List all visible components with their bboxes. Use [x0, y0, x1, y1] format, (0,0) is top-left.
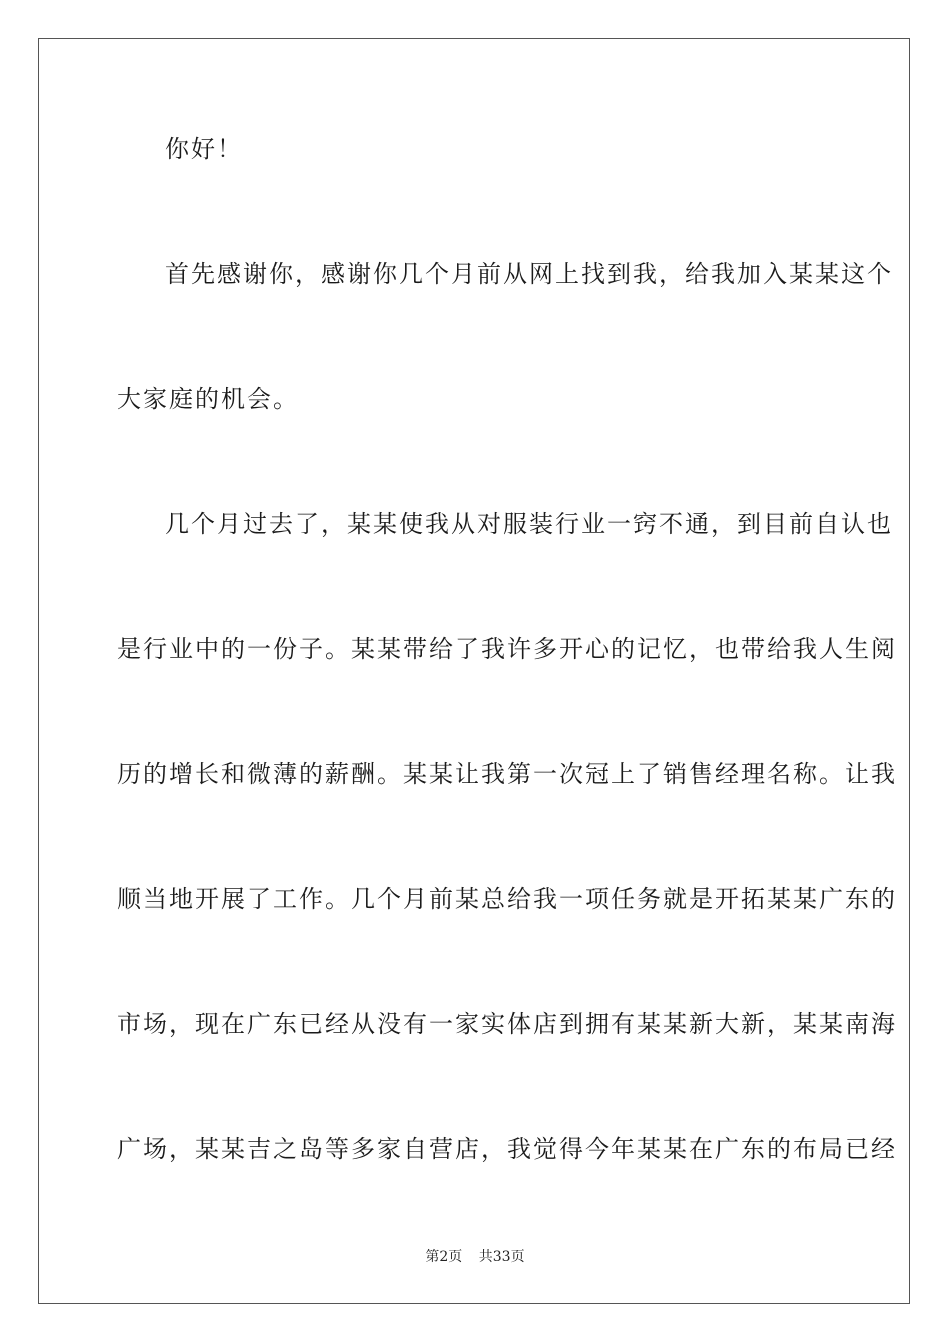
page-border: [38, 38, 910, 1304]
paragraph-line: 市场，现在广东已经从没有一家实体店到拥有某某新大新，某某南海: [117, 1010, 897, 1038]
paragraph-line: 几个月过去了，某某使我从对服装行业一窍不通，到目前自认也: [165, 510, 893, 538]
page-footer: [0, 1248, 950, 1266]
paragraph-line: 首先感谢你，感谢你几个月前从网上找到我，给我加入某某这个: [165, 260, 893, 288]
paragraph-line: 大家庭的机会。: [117, 385, 299, 413]
paragraph-line: 历的增长和微薄的薪酬。某某让我第一次冠上了销售经理名称。让我: [117, 760, 897, 788]
greeting-line: 你好！: [165, 135, 243, 163]
paragraph-line: 广场，某某吉之岛等多家自营店，我觉得今年某某在广东的布局已经: [117, 1135, 897, 1163]
page-number: 第2页: [425, 1249, 463, 1265]
paragraph-line: 是行业中的一份子。某某带给了我许多开心的记忆，也带给我人生阅: [117, 635, 897, 663]
paragraph-line: 顺当地开展了工作。几个月前某总给我一项任务就是开拓某某广东的: [117, 885, 897, 913]
page-total: 共33页: [478, 1249, 525, 1265]
